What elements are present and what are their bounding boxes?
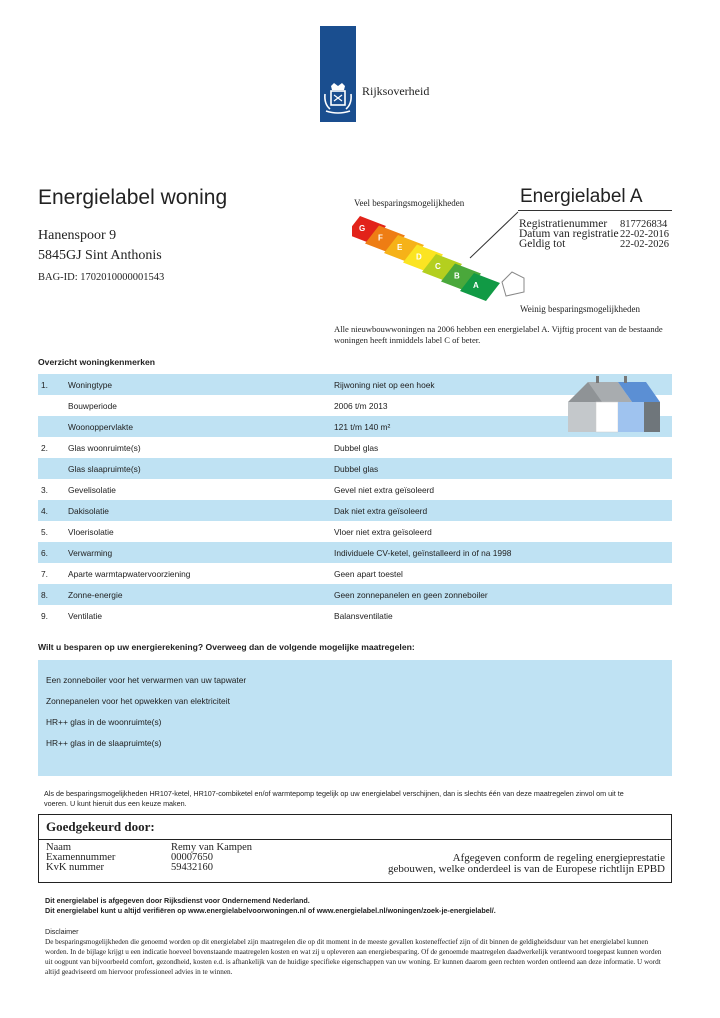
label-house-icon [502,272,524,296]
page-title: Energielabel woning [38,186,228,209]
measures-heading: Wilt u besparen op uw energierekening? Overweeg dan de volgende mogelijke maatregelen: [38,642,415,652]
label-scale-low: Weinig besparingsmogelijkheden [520,304,640,314]
label-class-letter: E [397,243,403,252]
row-number: 6. [41,548,48,558]
pointer-line [470,212,472,258]
row-value: 2006 t/m 2013 [334,401,388,411]
row-value: Dak niet extra geïsoleerd [334,506,428,516]
table-row [38,605,672,626]
row-value: Dubbel glas [334,464,379,474]
disclaimer-title: Disclaimer [45,927,79,936]
label-class-letter: B [454,271,460,281]
reg-date-value: 22-02-2016 [620,229,669,240]
table-row [38,479,672,500]
row-number: 7. [41,569,48,579]
row-value: 121 t/m 140 m² [334,422,391,432]
label-class-letter: C [435,262,441,271]
table-row [38,563,672,584]
label-divider [518,210,672,211]
row-number: 9. [41,611,48,621]
row-label: Woonoppervlakte [68,422,134,432]
epbd-statement: gebouwen, welke onderdeel is van de Europese richtlijn EPBD [387,863,665,875]
address-city: 5845GJ Sint Anthonis [38,248,162,263]
exam-number-key: Examennummer [46,852,116,863]
measure-item: Zonnepanelen voor het opwekken van elektriciteit [46,696,230,706]
valid-until-value: 22-02-2026 [620,239,669,250]
label-class-letter: A [473,281,479,290]
row-value: Geen zonnepanelen en geen zonneboiler [334,590,488,600]
exam-number-value: 00007650 [171,852,213,863]
epbd-statement: Afgegeven conform de regeling energieprestatie [452,852,665,864]
table-row [38,542,672,563]
kvk-number-value: 59432160 [171,862,213,873]
approval-divider [39,839,671,840]
kvk-number-key: KvK nummer [46,862,105,873]
row-value: Individuele CV-ketel, geïnstalleerd in of na 1998 [334,548,512,558]
row-number: 2. [41,443,48,453]
approver-name-key: Naam [46,842,72,853]
label-class-letter: F [378,233,383,243]
bag-id: BAG-ID: 1702010000001543 [38,272,165,283]
logo-text: Rijksoverheid [362,84,430,98]
measure-item: Een zonneboiler voor het verwarmen van uw tapwater [46,675,247,685]
label-intro: Alle nieuwbouwwoningen na 2006 hebben een energielabel A. Vijftig procent van de bestaande woningen heeft inmiddels label C of beter. [334,324,663,345]
reg-date-key: Datum van registratie [519,228,619,240]
energy-label-title: Energielabel A [520,186,643,207]
reg-number-key: Registratienummer [519,218,608,230]
row-value: Rijwoning niet op een hoek [334,380,435,390]
issuer-line: Dit energielabel is afgegeven door Rijksdienst voor Ondernemend Nederland. [45,896,310,905]
disclaimer-text: De besparingsmogelijkheden die genoemd worden op dit energielabel zijn maatregelen die op dit moment in de meeste gevallen kosteneffectief zijn of dit binnen de geldigheidsduur van het energielabel kunnen worden. In de bijlage krijgt u een indicatie hoeveel bovenstaande maatregelen kosten en wat zij u opleveren aan energiebesparing. Of de genoemde maatregelen daadwerkelijk verantwoord toegepast kunnen worden uit oogpunt van bijvoorbeeld comfort, gezondheid, kosten e.d. is afhankelijk van de huidige specifieke eigenschappen van uw woning. Er kunnen daarom geen rechten worden ontleend aan deze informatie. U wordt altijd geadviseerd om hiervoor professioneel advies in te winnen. [45,938,662,976]
row-label: Gevelisolatie [68,485,116,495]
row-label: Dakisolatie [68,506,109,516]
verify-line: Dit energielabel kunt u altijd verifiëren op www.energielabelvoorwoningen.nl of www.energielabel.nl/woningen/zoek-je-energielabel/. [45,906,496,915]
row-label: Ventilatie [68,611,102,621]
row-number: 8. [41,590,48,600]
valid-until-key: Geldig tot [519,238,566,250]
table-row [38,500,672,521]
row-number: 1. [41,380,48,390]
row-label: Vloerisolatie [68,527,114,537]
measures-note-line: voeren. U kunt hieruit dus een keuze maken. [44,799,187,808]
row-number: 4. [41,506,48,516]
approval-box [38,814,672,883]
row-label: Aparte warmtapwatervoorziening [68,569,191,579]
row-label: Glas slaapruimte(s) [68,464,141,474]
row-value: Vloer niet extra geïsoleerd [334,527,432,537]
table-row [38,458,672,479]
row-number: 3. [41,485,48,495]
measure-item: HR++ glas in de slaapruimte(s) [46,738,162,748]
measures-note-line: Als de besparingsmogelijkheden HR107-ketel, HR107-combiketel en/of warmtepomp tegelijk op uw energielabel verschijnen, dan is slechts één van deze maatregelen zinvol om uit te [44,789,624,798]
address-street: Hanenspoor 9 [38,228,117,243]
row-label: Verwarming [68,548,113,558]
measures-note [44,789,672,809]
table-row [38,437,672,458]
row-value: Gevel niet extra geïsoleerd [334,485,435,495]
approver-name-value: Remy van Kampen [171,842,253,853]
table-row [38,584,672,605]
row-value: Dubbel glas [334,443,379,453]
row-label: Woningtype [68,380,113,390]
row-value: Balansventilatie [334,611,393,621]
row-value: Geen apart toestel [334,569,403,579]
rijksoverheid-logo [320,26,356,122]
row-label: Glas woonruimte(s) [68,443,141,453]
label-scale-high: Veel besparingsmogelijkheden [354,198,465,208]
row-label: Bouwperiode [68,401,117,411]
overview-heading: Overzicht woningkenmerken [38,357,156,367]
row-label: Zonne-energie [68,590,123,600]
label-class-letter: D [416,252,422,262]
measure-item: HR++ glas in de woonruimte(s) [46,717,162,727]
table-row [38,521,672,542]
row-number: 5. [41,527,48,537]
reg-number-value: 817726834 [620,219,668,230]
label-class-letter: G [359,224,366,233]
measures-box [38,660,672,776]
approval-title: Goedgekeurd door: [46,819,155,834]
house-icon [566,372,662,434]
crest-icon [322,82,354,116]
